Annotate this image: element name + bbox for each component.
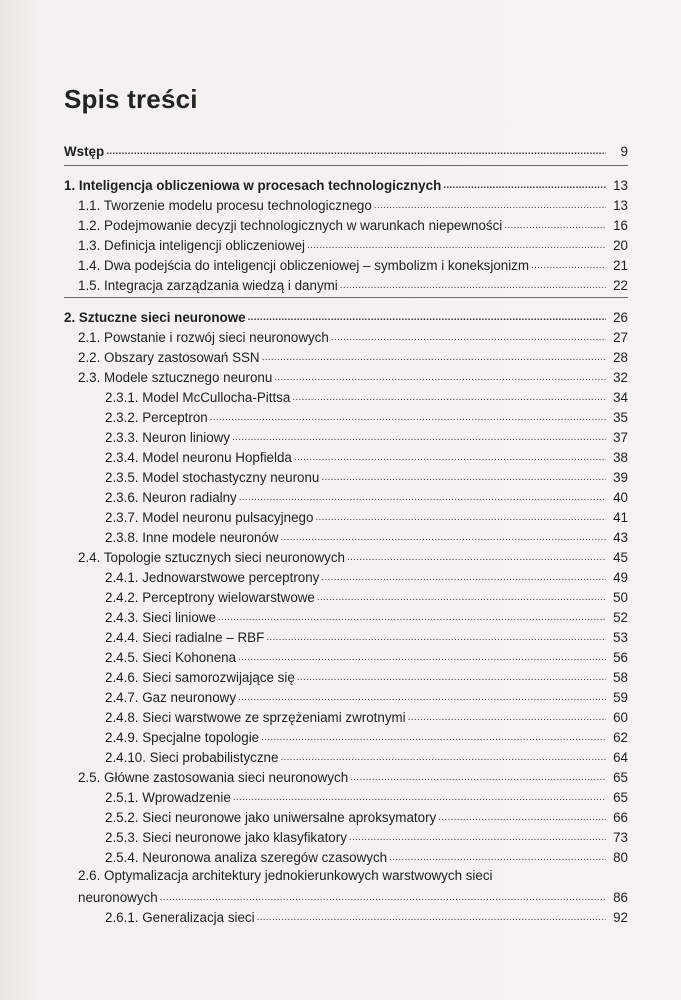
toc-chapter-2[interactable] (64, 306, 628, 326)
toc-entry-label: 2.4.5. Sieci Kohonena (105, 650, 237, 665)
toc-page-number: 62 (613, 730, 628, 745)
toc-entry-label: 2.3.4. Model neuronu Hopfielda (105, 450, 292, 465)
toc-page-number: 26 (613, 310, 628, 325)
dot-leader (438, 813, 606, 823)
toc-entry-label: 2.5.1. Wprowadzenie (105, 790, 231, 805)
toc-entry-2-5[interactable] (64, 766, 628, 786)
toc-entry-2-4-3[interactable] (64, 606, 628, 626)
toc-entry-2-4[interactable] (64, 546, 628, 566)
toc-page-number: 9 (620, 144, 628, 159)
toc-page-number: 73 (613, 830, 628, 845)
toc-page-number: 32 (613, 370, 628, 385)
dot-leader (210, 413, 606, 423)
toc-entry-label: 2.3.5. Model stochastyczny neuronu (105, 470, 320, 485)
dot-leader (233, 793, 606, 803)
toc-entry-label: 2.4.10. Sieci probabilistyczne (105, 750, 279, 765)
toc-entry-label: 2.1. Powstanie i rozwój sieci neuronowych (78, 330, 329, 345)
dot-leader (321, 573, 606, 583)
toc-entry-1-5[interactable] (64, 274, 628, 294)
toc-entry-label: 1.3. Definicja inteligencji obliczeniowej (78, 238, 306, 253)
toc-entry-2-2[interactable] (64, 346, 628, 366)
toc-entry-2-4-1[interactable] (64, 566, 628, 586)
dot-leader (248, 313, 606, 323)
toc-entry-label: 2.4.9. Specjalne topologie (105, 730, 260, 745)
dot-leader (340, 281, 606, 291)
toc-entry-2-3[interactable] (64, 366, 628, 386)
toc-entry-label: 2.4.2. Perceptrony wielowarstwowe (105, 590, 315, 605)
toc-entry-wstep[interactable] (64, 140, 628, 160)
dot-leader (331, 333, 606, 343)
dot-leader (350, 773, 606, 783)
section-divider (64, 165, 628, 166)
toc-entry-2-4-8[interactable] (64, 706, 628, 726)
dot-leader (504, 221, 606, 231)
toc-entry-label: 1.4. Dwa podejścia do inteligencji obliczeniowej – symbolizm i koneksjonizm (78, 258, 530, 273)
toc-page-number: 60 (613, 710, 628, 725)
dot-leader (160, 893, 606, 903)
toc-page-number: 65 (613, 790, 628, 805)
dot-leader (443, 181, 606, 191)
toc-page-number: 65 (613, 770, 628, 785)
toc-page-number: 35 (613, 410, 628, 425)
toc-entry-label: 2.4.7. Gaz neuronowy (105, 690, 237, 705)
toc-page-number: 40 (613, 490, 628, 505)
toc-entry-label: 2. Sztuczne sieci neuronowe (64, 310, 246, 325)
dot-leader (349, 833, 606, 843)
table-of-contents (64, 140, 628, 926)
toc-entry-label: 2.3.3. Neuron liniowy (105, 430, 231, 445)
dot-leader (347, 553, 606, 563)
toc-page-number: 86 (613, 890, 628, 905)
toc-page-number: 59 (613, 690, 628, 705)
dot-leader (218, 613, 606, 623)
toc-page-number: 13 (613, 178, 628, 193)
toc-page-number: 22 (613, 278, 628, 293)
toc-entry-2-1[interactable] (64, 326, 628, 346)
toc-page-number: 53 (613, 630, 628, 645)
toc-entry-1-2[interactable] (64, 214, 628, 234)
toc-entry-1-1[interactable] (64, 194, 628, 214)
toc-entry-2-3-8[interactable] (64, 526, 628, 546)
toc-entry-label: 2.4.1. Jednowarstwowe perceptrony (105, 570, 320, 585)
section-divider (64, 297, 628, 298)
dot-leader (262, 353, 606, 363)
toc-chapter-1[interactable] (64, 174, 628, 194)
toc-page-number: 56 (613, 650, 628, 665)
dot-leader (266, 633, 606, 643)
toc-entry-label: 2.4.4. Sieci radialne – RBF (105, 630, 265, 645)
toc-entry-1-4[interactable] (64, 254, 628, 274)
toc-page-number: 45 (613, 550, 628, 565)
toc-page-number: 50 (613, 590, 628, 605)
dot-leader (257, 913, 606, 923)
toc-page-number: 41 (613, 510, 628, 525)
toc-entry-label: 2.4.3. Sieci liniowe (105, 610, 216, 625)
toc-page-number: 52 (613, 610, 628, 625)
toc-entry-2-6-1[interactable] (64, 906, 628, 926)
toc-entry-2-3-7[interactable] (64, 506, 628, 526)
toc-entry-label: 2.6.1. Generalizacja sieci (105, 910, 255, 925)
toc-entry-2-4-2[interactable] (64, 586, 628, 606)
toc-page-number: 66 (613, 810, 628, 825)
dot-leader (261, 733, 606, 743)
dot-leader (232, 433, 606, 443)
toc-page-number: 49 (613, 570, 628, 585)
dot-leader (280, 533, 606, 543)
toc-page-number: 20 (613, 238, 628, 253)
toc-entry-2-6[interactable] (64, 866, 628, 906)
toc-entry-2-5-2[interactable] (64, 806, 628, 826)
toc-entry-2-3-2[interactable] (64, 406, 628, 426)
toc-entry-label: 1.1. Tworzenie modelu procesu technologicznego (78, 198, 372, 213)
toc-entry-label: 2.3.6. Neuron radialny (105, 490, 237, 505)
toc-entry-label: 1.5. Integracja zarządzania wiedzą i danymi (78, 278, 338, 293)
toc-entry-2-4-7[interactable] (64, 686, 628, 706)
dot-leader (317, 593, 606, 603)
toc-entry-label: 2.5.2. Sieci neuronowe jako uniwersalne aproksymatory (105, 810, 437, 825)
dot-leader (239, 493, 606, 503)
dot-leader (297, 673, 606, 683)
toc-entry-label: 2.4.8. Sieci warstwowe ze sprzężeniami zwrotnymi (105, 710, 406, 725)
toc-page-number: 58 (613, 670, 628, 685)
toc-entry-label: 2.3.8. Inne modele neuronów (105, 530, 279, 545)
dot-leader (238, 653, 606, 663)
toc-page-number: 43 (613, 530, 628, 545)
toc-entry-label: 2.3.1. Model McCullocha-Pittsa (105, 390, 291, 405)
toc-page-number: 80 (613, 850, 628, 865)
toc-page-number: 21 (613, 258, 628, 273)
toc-entry-2-4-9[interactable] (64, 726, 628, 746)
toc-page-number: 38 (613, 450, 628, 465)
toc-entry-label: 1. Inteligencja obliczeniowa w procesach technologicznych (64, 178, 442, 193)
dot-leader (307, 241, 606, 251)
toc-page-number: 13 (613, 198, 628, 213)
dot-leader (292, 393, 606, 403)
dot-leader (106, 147, 606, 157)
toc-entry-label: 2.5.3. Sieci neuronowe jako klasyfikatory (105, 830, 347, 845)
toc-entry-1-3[interactable] (64, 234, 628, 254)
toc-entry-label: 2.3.2. Perceptron (105, 410, 208, 425)
toc-entry-2-4-4[interactable] (64, 626, 628, 646)
toc-entry-label: 2.4. Topologie sztucznych sieci neuronowych (78, 550, 345, 565)
toc-page-number: 64 (613, 750, 628, 765)
toc-entry-2-5-3[interactable] (64, 826, 628, 846)
toc-entry-2-4-5[interactable] (64, 646, 628, 666)
toc-entry-label: Wstęp (64, 144, 105, 159)
page-title: Spis treści (64, 84, 198, 114)
toc-page-number: 39 (613, 470, 628, 485)
toc-entry-label: 2.3.7. Model neuronu pulsacyjnego (105, 510, 314, 525)
toc-entry-label-line1: 2.6. Optymalizacja architektury jednokierunkowych warstwowych sieci (78, 868, 493, 883)
toc-entry-label: 2.4.6. Sieci samorozwijające się (105, 670, 295, 685)
dot-leader (280, 753, 606, 763)
dot-leader (531, 261, 606, 271)
dot-leader (389, 853, 606, 863)
dot-leader (408, 713, 606, 723)
toc-entry-2-5-4[interactable] (64, 846, 628, 866)
toc-entry-label: 2.5.4. Neuronowa analiza szeregów czasowych (105, 850, 388, 865)
toc-entry-2-3-1[interactable] (64, 386, 628, 406)
dot-leader (321, 473, 606, 483)
toc-page-number: 37 (613, 430, 628, 445)
toc-page-number: 28 (613, 350, 628, 365)
toc-entry-2-3-4[interactable] (64, 446, 628, 466)
toc-page-number: 16 (613, 218, 628, 233)
toc-page-number: 27 (613, 330, 628, 345)
toc-entry-continuation (78, 886, 628, 906)
toc-entry-label: 2.5. Główne zastosowania sieci neuronowych (78, 770, 349, 785)
toc-entry-2-4-10[interactable] (64, 746, 628, 766)
toc-entry-2-3-6[interactable] (64, 486, 628, 506)
dot-leader (294, 453, 606, 463)
toc-entry-2-3-3[interactable] (64, 426, 628, 446)
toc-entry-2-3-5[interactable] (64, 466, 628, 486)
toc-entry-2-4-6[interactable] (64, 666, 628, 686)
toc-entry-label-line2: neuronowych (78, 890, 158, 905)
dot-leader (315, 513, 606, 523)
dot-leader (238, 693, 606, 703)
toc-entry-label: 1.2. Podejmowanie decyzji technologicznych w warunkach niepewności (78, 218, 503, 233)
toc-entry-label: 2.2. Obszary zastosowań SSN (78, 350, 260, 365)
dot-leader (274, 373, 606, 383)
toc-page-number: 92 (613, 910, 628, 925)
toc-page-number: 34 (613, 390, 628, 405)
toc-entry-label: 2.3. Modele sztucznego neuronu (78, 370, 273, 385)
toc-entry-2-5-1[interactable] (64, 786, 628, 806)
dot-leader (374, 201, 606, 211)
